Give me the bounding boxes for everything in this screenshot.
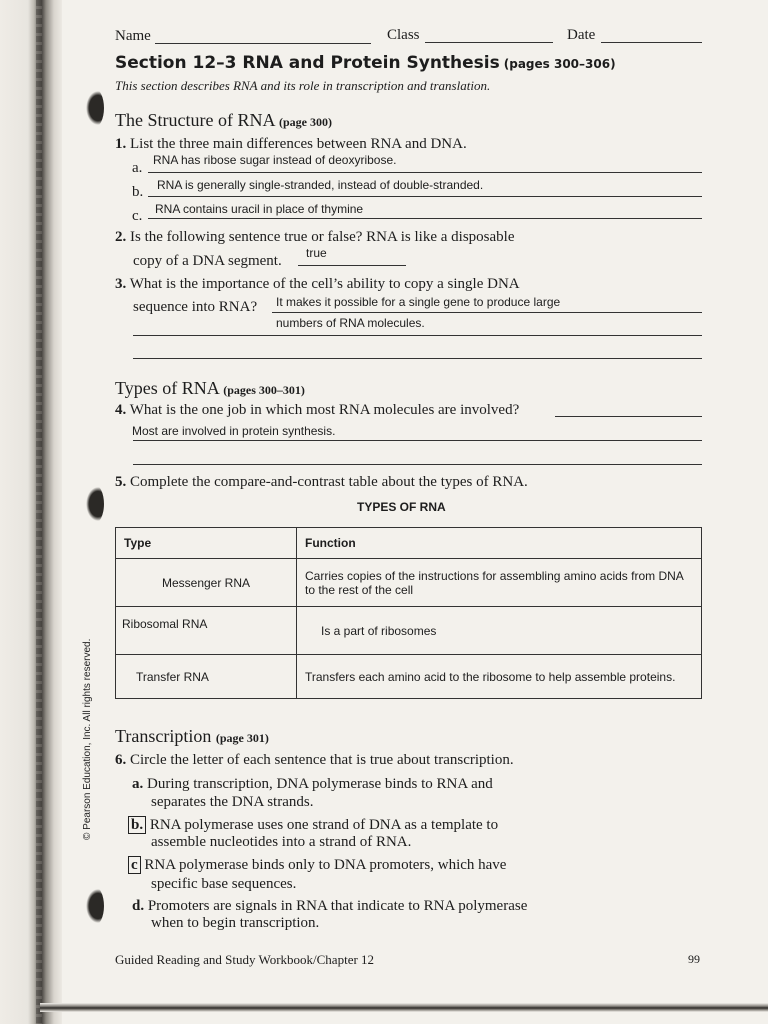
date-field-line[interactable] (601, 42, 702, 43)
section-title-text: Section 12–3 RNA and Protein Synthesis (115, 53, 500, 73)
structure-heading-pages: (page 300) (278, 115, 332, 129)
option-b-letter[interactable]: b. (128, 816, 146, 834)
answer-1c[interactable]: RNA contains uracil in place of thymine (155, 202, 364, 216)
answer-1b-line (148, 196, 702, 197)
question-2-number: 2. (115, 229, 127, 245)
class-label: Class (387, 27, 420, 43)
question-3-number: 3. (115, 276, 127, 292)
table-header-type: Type (116, 528, 297, 559)
structure-heading-text: The Structure of RNA (115, 110, 275, 130)
question-2 (115, 229, 515, 246)
table-header-function: Function (297, 528, 702, 559)
question-1-text: List the three main differences between RNA and DNA. (130, 136, 467, 152)
option-a (132, 776, 493, 793)
answer-4[interactable]: Most are involved in protein synthesis. (132, 424, 336, 438)
table-row (116, 559, 702, 607)
table-title: TYPES OF RNA (357, 500, 446, 514)
punch-hole-bottom (84, 886, 104, 926)
option-c (128, 857, 506, 874)
answer-4-rule-1 (555, 416, 702, 417)
option-c-line1: RNA polymerase binds only to DNA promoters, which have (144, 857, 507, 873)
transcription-heading-pages: (page 301) (215, 731, 269, 745)
class-field-line[interactable] (425, 42, 553, 43)
transcription-heading (115, 726, 269, 747)
answer-1a-line (148, 172, 702, 173)
section-description: This section describes RNA and its role in transcription and translation. (115, 78, 491, 93)
table-cell-type: Messenger RNA (116, 559, 297, 607)
table-cell-type: Transfer RNA (116, 655, 297, 699)
question-1-number: 1. (115, 136, 127, 152)
answer-3-line2[interactable]: numbers of RNA molecules. (276, 316, 425, 330)
footer-page-number: 99 (688, 952, 700, 966)
question-3 (115, 276, 520, 293)
question-6 (115, 752, 514, 769)
option-d-line1: Promoters are signals in RNA that indicate to RNA polymerase (147, 898, 528, 914)
question-5-number: 5. (115, 474, 127, 490)
option-d-letter[interactable]: d. (132, 898, 145, 914)
option-d (132, 898, 527, 915)
answer-2-line (298, 265, 406, 266)
margin-fold (36, 0, 42, 1024)
copyright-notice: © Pearson Education, Inc. All rights reserved. (82, 638, 93, 840)
answer-2[interactable]: true (306, 246, 327, 260)
table-cell-type[interactable]: Ribosomal RNA (116, 607, 297, 655)
table-cell-function[interactable]: Transfers each amino acid to the ribosome to help assemble proteins. (297, 655, 702, 699)
question-6-number: 6. (115, 752, 127, 768)
table-cell-function[interactable]: Carries copies of the instructions for assembling amino acids from DNA to the rest of the cell (297, 559, 702, 607)
answer-1c-line (148, 218, 702, 219)
section-title-pages: (pages 300–306) (503, 57, 616, 71)
question-5-text: Complete the compare-and-contrast table about the types of RNA. (130, 474, 528, 490)
option-a-line1: During transcription, DNA polymerase binds to RNA and (147, 776, 493, 792)
question-4 (115, 402, 519, 419)
option-c-line2: specific base sequences. (151, 876, 297, 892)
structure-heading (115, 110, 332, 131)
types-heading-text: Types of RNA (115, 378, 219, 398)
option-a-line2: separates the DNA strands. (151, 794, 314, 810)
option-b (128, 817, 498, 834)
types-heading-pages: (pages 300–301) (223, 383, 305, 397)
table-header-row (116, 528, 702, 559)
answer-3-rule-3 (133, 358, 702, 359)
question-3-line1: What is the importance of the cell’s ability to copy a single DNA (129, 276, 520, 292)
question-2-line2: copy of a DNA segment. (133, 253, 282, 269)
section-title (115, 53, 616, 73)
answer-1a[interactable]: RNA has ribose sugar instead of deoxyribose. (153, 153, 397, 167)
option-d-line2: when to begin transcription. (151, 915, 320, 931)
question-6-text: Circle the letter of each sentence that is true about transcription. (130, 752, 514, 768)
punch-hole-top (84, 88, 104, 128)
answer-3-rule-2 (133, 335, 702, 336)
table-row (116, 655, 702, 699)
answer-1c-letter: c. (132, 208, 143, 224)
answer-1a-letter: a. (132, 160, 143, 176)
footer-rule (40, 1003, 768, 1012)
types-of-rna-table (115, 527, 702, 699)
binding-edge (0, 0, 62, 1024)
date-label: Date (567, 27, 596, 43)
option-c-letter[interactable]: c (128, 856, 141, 874)
question-5 (115, 474, 528, 491)
option-b-line2: assemble nucleotides into a strand of RNA. (151, 834, 412, 850)
table-cell-function: Is a part of ribosomes (297, 607, 702, 655)
footer-book-title: Guided Reading and Study Workbook/Chapter 12 (115, 952, 375, 967)
question-1 (115, 136, 467, 153)
types-heading (115, 378, 305, 399)
question-4-number: 4. (115, 402, 127, 418)
question-2-line1: Is the following sentence true or false? RNA is like a disposable (130, 229, 515, 245)
answer-4-rule-2 (133, 440, 702, 441)
table-row (116, 607, 702, 655)
answer-4-rule-3 (133, 464, 702, 465)
answer-1b[interactable]: RNA is generally single-stranded, instead of double-stranded. (157, 178, 484, 192)
answer-3-line1[interactable]: It makes it possible for a single gene to produce large (276, 295, 561, 309)
name-field-line[interactable] (155, 43, 371, 44)
transcription-heading-text: Transcription (115, 726, 212, 746)
name-label: Name (115, 28, 151, 44)
answer-1b-letter: b. (132, 184, 144, 200)
option-b-line1: RNA polymerase uses one strand of DNA as a template to (149, 817, 499, 833)
punch-hole-middle (84, 484, 104, 524)
option-a-letter[interactable]: a. (132, 776, 144, 792)
question-4-text: What is the one job in which most RNA molecules are involved? (129, 402, 520, 418)
question-3-line2: sequence into RNA? (133, 299, 258, 315)
answer-3-rule-1 (272, 312, 702, 313)
